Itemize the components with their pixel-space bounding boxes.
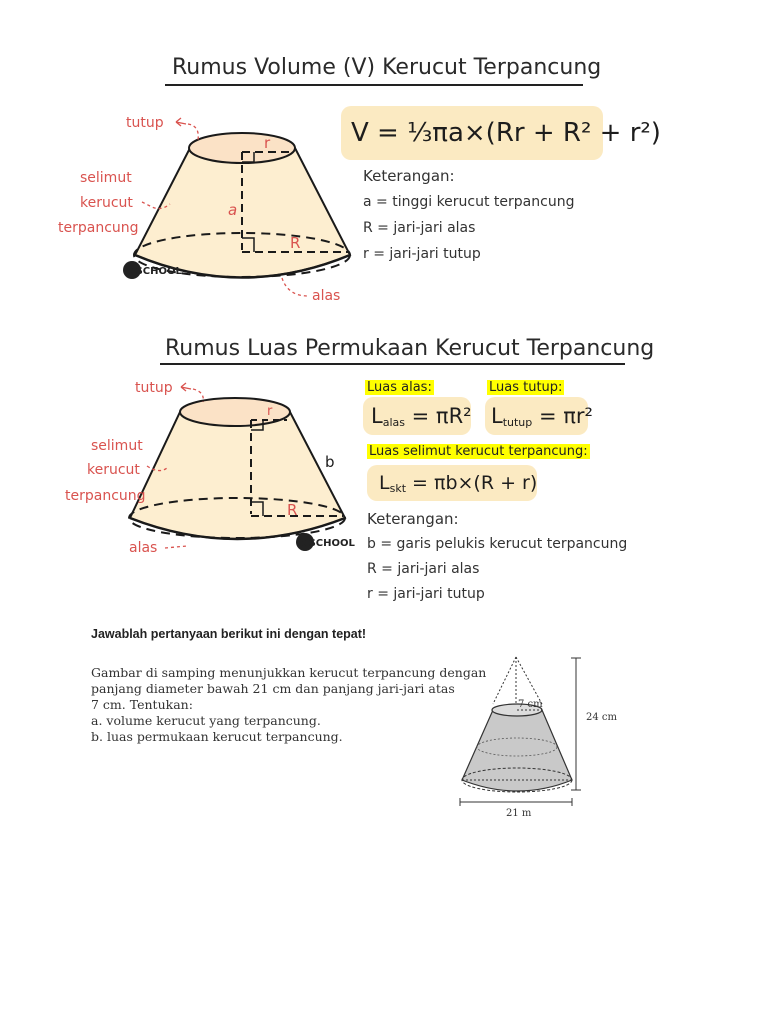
label-r: r <box>264 134 271 152</box>
label-a: a <box>228 201 238 219</box>
keterangan-item: R = jari-jari alas <box>367 561 480 577</box>
frustum-diagram-luas <box>55 370 355 565</box>
label-b: b <box>325 453 335 471</box>
idschool-logo: idSCHOOL <box>125 266 182 277</box>
label-selimut: selimut <box>91 438 143 454</box>
question-frustum-figure <box>448 652 638 822</box>
fig-label-top: 7 cm <box>518 699 543 710</box>
luas-alas-label: Luas alas: <box>367 380 432 395</box>
question-instruction: Jawablah pertanyaan berikut ini dengan tepat! <box>91 627 367 641</box>
label-tutup: tutup <box>126 115 164 131</box>
label-kerucut: kerucut <box>80 195 133 211</box>
label-terpancung: terpancung <box>65 488 146 504</box>
keterangan-title: Keterangan: <box>363 167 455 185</box>
frustum-top <box>180 398 290 426</box>
label-kerucut: kerucut <box>87 462 140 478</box>
label-alas: alas <box>129 540 158 556</box>
section2-title-underline <box>160 363 625 365</box>
label-r: r <box>267 404 273 419</box>
keterangan-luas <box>367 507 627 607</box>
label-alas: alas <box>312 288 341 304</box>
volume-formula <box>341 106 661 160</box>
label-tutup: tutup <box>135 380 173 396</box>
keterangan-item: a = tinggi kerucut terpancung <box>363 194 575 210</box>
luas-alas-formula: Lalas = πR² <box>363 397 471 435</box>
keterangan-volume <box>363 163 574 267</box>
fig-label-height: 24 cm <box>586 712 617 723</box>
volume-formula-text: V = ⅓πa×(Rr + R² + r²) <box>351 118 661 148</box>
luas-tutup-formula: Ltutup = πr² <box>485 397 588 435</box>
keterangan-item: b = garis pelukis kerucut terpancung <box>367 536 628 552</box>
idschool-logo: idSCHOOL <box>298 538 355 549</box>
question-line: Gambar di samping menunjukkan kerucut terpancung dengan <box>91 665 487 680</box>
frustum-body <box>130 412 345 539</box>
section1-title-underline <box>165 84 583 86</box>
label-R: R <box>287 501 298 519</box>
keterangan-item: R = jari-jari alas <box>363 220 476 236</box>
label-selimut: selimut <box>80 170 132 186</box>
luas-selimut-label: Luas selimut kerucut terpancung: <box>369 444 588 459</box>
frustum-diagram-volume <box>50 100 370 310</box>
keterangan-item: r = jari-jari tutup <box>363 246 481 262</box>
question-line: panjang diameter bawah 21 cm dan panjang jari-jari atas <box>91 681 455 696</box>
label-terpancung: terpancung <box>58 220 139 236</box>
question-line: b. luas permukaan kerucut terpancung. <box>91 729 343 744</box>
question-line: 7 cm. Tentukan: <box>91 697 193 712</box>
question-text <box>91 665 487 745</box>
keterangan-item: r = jari-jari tutup <box>367 586 485 602</box>
fig-label-bottom: 21 m <box>506 808 532 819</box>
question-line: a. volume kerucut yang terpancung. <box>91 713 321 728</box>
luas-tutup-label: Luas tutup: <box>489 380 563 395</box>
label-R: R <box>290 234 301 252</box>
section1-title: Rumus Volume (V) Kerucut Terpancung <box>172 55 602 80</box>
section2-title: Rumus Luas Permukaan Kerucut Terpancung <box>165 336 655 361</box>
luas-selimut-formula: Lskt = πb×(R + r) <box>367 465 537 501</box>
keterangan-title: Keterangan: <box>367 510 459 528</box>
